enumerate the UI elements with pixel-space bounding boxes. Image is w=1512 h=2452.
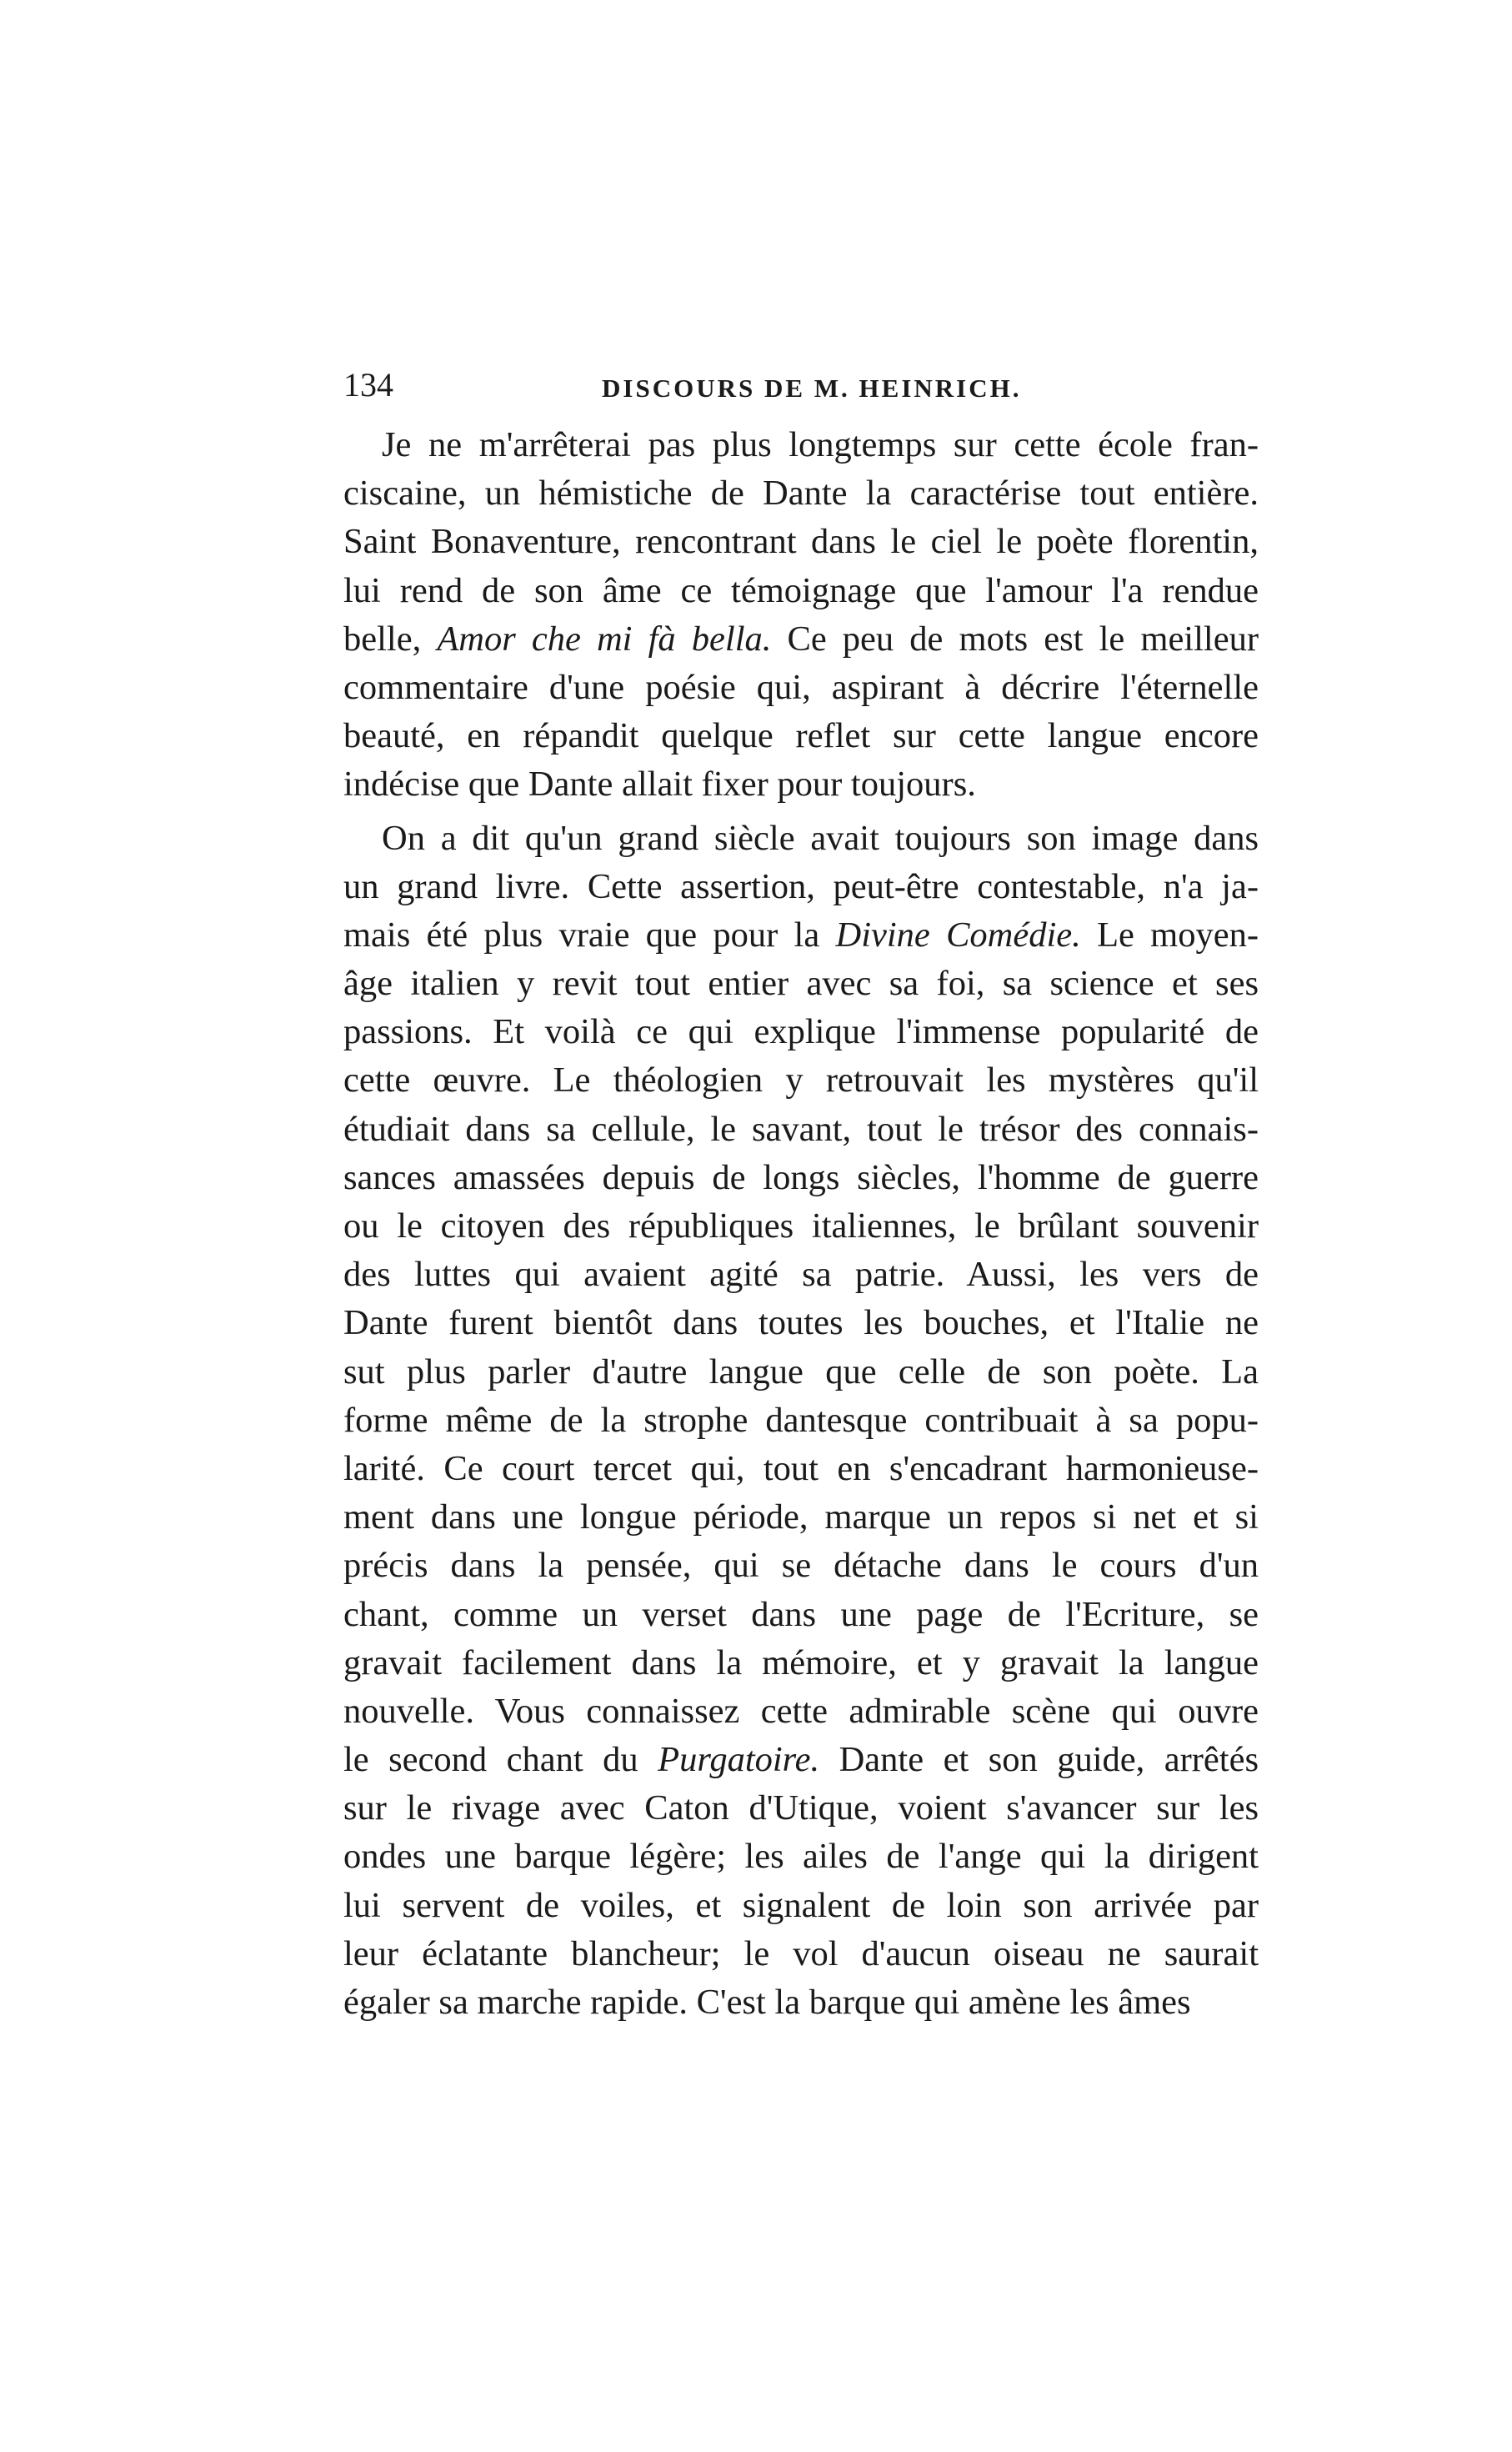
text-line bbox=[343, 1493, 1259, 1542]
paragraph bbox=[343, 815, 1259, 2028]
text-line bbox=[343, 1833, 1259, 1881]
text-line bbox=[343, 1348, 1259, 1396]
text-segment: beauté, en répandit quelque reflet sur cette langue encore bbox=[343, 716, 1259, 756]
page-number: 134 bbox=[343, 366, 393, 404]
text-segment: le second chant du bbox=[343, 1740, 658, 1780]
text-line bbox=[343, 615, 1259, 664]
text-segment: ment dans une longue période, marque un repos si net et si bbox=[343, 1497, 1259, 1537]
text-line bbox=[343, 664, 1259, 712]
text-line bbox=[343, 1299, 1259, 1347]
text-line bbox=[343, 960, 1259, 1008]
text-line bbox=[343, 1396, 1259, 1445]
text-segment: indécise que Dante allait fixer pour toujours. bbox=[343, 765, 976, 805]
text-line bbox=[343, 1056, 1259, 1105]
text-line bbox=[343, 1591, 1259, 1639]
text-segment: On a dit qu'un grand siècle avait toujours son image dans bbox=[382, 818, 1259, 858]
text-segment: leur éclatante blancheur; le vol d'aucun oiseau ne saurait bbox=[343, 1933, 1259, 1973]
text-segment: mais été plus vraie que pour la bbox=[343, 915, 836, 955]
text-line bbox=[343, 863, 1259, 911]
text-segment: larité. Ce court tercet qui, tout en s'encadrant harmonieuse- bbox=[343, 1448, 1259, 1488]
text-segment: sur le rivage avec Caton d'Utique, voient s'avancer sur les bbox=[343, 1788, 1259, 1828]
text-segment: Ce peu de mots est le meilleur bbox=[771, 619, 1259, 659]
text-line bbox=[343, 1784, 1259, 1833]
text-segment: Dante et son guide, arrêtés bbox=[819, 1740, 1259, 1780]
text-segment: ou le citoyen des républiques italiennes, le brûlant souvenir bbox=[343, 1206, 1259, 1246]
page-header bbox=[343, 362, 1259, 409]
text-line bbox=[343, 1106, 1259, 1154]
text-segment: nouvelle. Vous connaissez cette admirable scène qui ouvre bbox=[343, 1691, 1259, 1731]
text-line bbox=[343, 1882, 1259, 1930]
italic-text: Divine Comédie. bbox=[835, 915, 1081, 955]
body-text bbox=[343, 421, 1259, 2027]
text-line bbox=[343, 1930, 1259, 1978]
text-segment: belle, bbox=[343, 619, 438, 659]
text-line bbox=[343, 1154, 1259, 1202]
text-segment: chant, comme un verset dans une page de l'Ecriture, se bbox=[343, 1594, 1259, 1634]
italic-text: Purgatoire. bbox=[658, 1740, 820, 1780]
text-segment: égaler sa marche rapide. C'est la barque qui amène les âmes bbox=[343, 1983, 1191, 2022]
text-segment: Je ne m'arrêterai pas plus longtemps sur cette école fran- bbox=[382, 425, 1259, 464]
text-line bbox=[343, 1445, 1259, 1493]
text-line bbox=[343, 1251, 1259, 1299]
text-segment: précis dans la pensée, qui se détache dans le cours d'un bbox=[343, 1546, 1259, 1586]
text-segment: passions. Et voilà ce qui explique l'immense popularité de bbox=[343, 1012, 1259, 1052]
text-line bbox=[343, 1978, 1259, 2027]
text-segment: gravait facilement dans la mémoire, et y gravait la langue bbox=[343, 1642, 1259, 1682]
text-line bbox=[343, 1639, 1259, 1687]
text-segment: commentaire d'une poésie qui, aspirant à décrire l'éternelle bbox=[343, 667, 1259, 707]
text-segment: lui servent de voiles, et signalent de loin son arrivée par bbox=[343, 1885, 1259, 1925]
text-segment: lui rend de son âme ce témoignage que l'amour l'a rendue bbox=[343, 570, 1259, 610]
text-line bbox=[343, 1542, 1259, 1590]
text-segment: ondes une barque légère; les ailes de l'ange qui la dirigent bbox=[343, 1837, 1259, 1877]
text-segment: un grand livre. Cette assertion, peut-être contestable, n'a ja- bbox=[343, 866, 1259, 906]
text-line bbox=[343, 1008, 1259, 1056]
text-segment: étudiait dans sa cellule, le savant, tout le trésor des connais- bbox=[343, 1109, 1259, 1149]
text-segment: forme même de la strophe dantesque contribuait à sa popu- bbox=[343, 1400, 1259, 1440]
text-segment: Saint Bonaventure, rencontrant dans le ciel le poète florentin, bbox=[343, 522, 1259, 562]
text-segment: sances amassées depuis de longs siècles, l'homme de guerre bbox=[343, 1157, 1259, 1197]
text-line bbox=[343, 1736, 1259, 1784]
text-segment: Dante furent bientôt dans toutes les bouches, et l'Italie ne bbox=[343, 1303, 1259, 1343]
text-line bbox=[343, 760, 1259, 809]
text-segment: sut plus parler d'autre langue que celle de son poète. La bbox=[343, 1351, 1259, 1391]
text-line bbox=[343, 815, 1259, 863]
text-line bbox=[343, 421, 1259, 469]
text-line bbox=[343, 469, 1259, 518]
paragraph bbox=[343, 421, 1259, 810]
italic-text: Amor che mi fà bella. bbox=[437, 619, 772, 659]
text-line bbox=[343, 911, 1259, 960]
text-line bbox=[343, 1202, 1259, 1251]
text-segment: ciscaine, un hémistiche de Dante la caractérise tout entière. bbox=[343, 474, 1259, 514]
text-segment: des luttes qui avaient agité sa patrie. Aussi, les vers de bbox=[343, 1255, 1259, 1295]
text-segment: cette œuvre. Le théologien y retrouvait les mystères qu'il bbox=[343, 1061, 1259, 1101]
text-segment: âge italien y revit tout entier avec sa foi, sa science et ses bbox=[343, 964, 1259, 1004]
text-line bbox=[343, 712, 1259, 760]
running-head: DISCOURS DE M. HEINRICH. bbox=[602, 374, 1022, 403]
text-line bbox=[343, 567, 1259, 615]
text-segment: Le moyen- bbox=[1080, 915, 1259, 955]
text-line bbox=[343, 1687, 1259, 1736]
text-line bbox=[343, 518, 1259, 566]
